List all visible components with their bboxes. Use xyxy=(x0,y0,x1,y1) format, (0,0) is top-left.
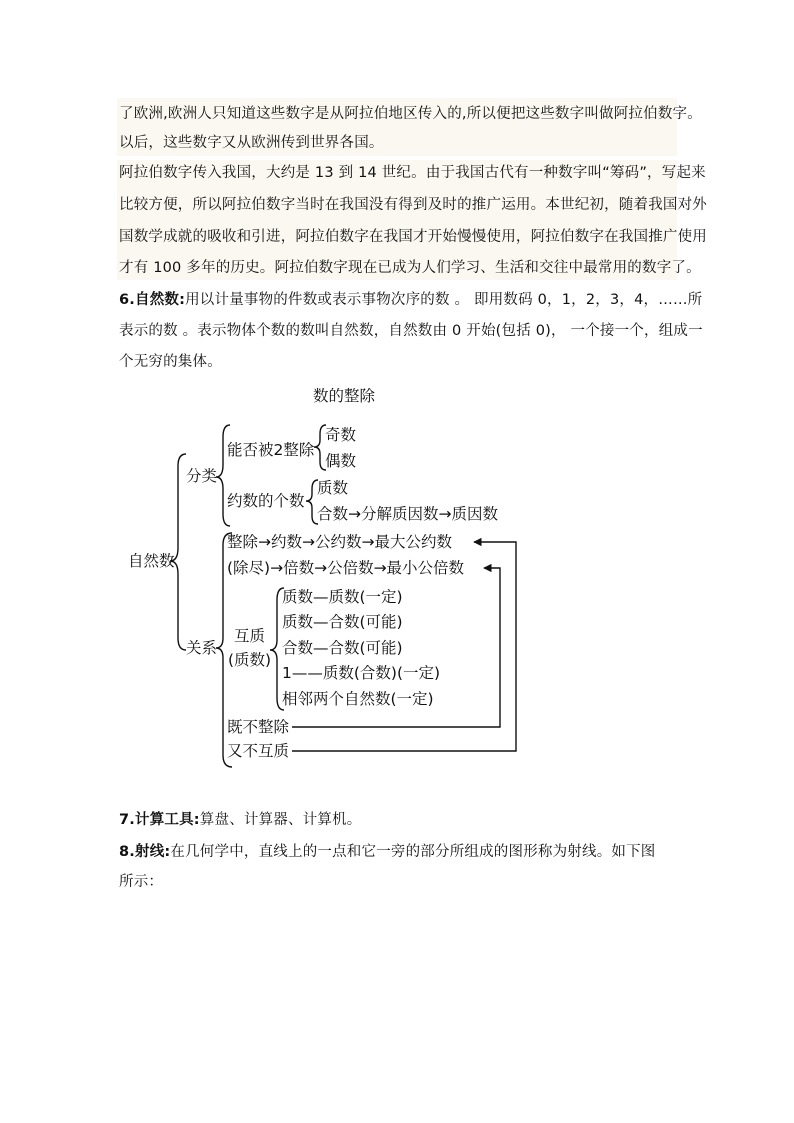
coprime-case: 质数—合数(可能) xyxy=(282,613,403,631)
prime-number: 质数 xyxy=(317,479,349,497)
factor-count-label: 约数的个数 xyxy=(227,492,305,510)
divisibility-chain: 整除→约数→公约数→最大公约数 xyxy=(227,533,452,551)
section8-text: 在几何学中，直线上的一点和它一旁的部分所组成的图形称为射线。如下图 xyxy=(170,844,656,860)
section7-line xyxy=(119,810,362,830)
section6-text: 用以计量事物的件数或表示事物次序的数 。 即用数码 0，1，2，3，4，……所 xyxy=(185,292,703,308)
coprime-case: 质数—质数(一定) xyxy=(282,588,403,606)
paragraph-line: 个无穷的集体。 xyxy=(119,354,222,370)
section7-text: 算盘、计算器、计算机。 xyxy=(199,812,362,828)
coprime-case: 相邻两个自然数(一定) xyxy=(282,690,434,708)
paragraph-line: 才有 100 多年的历史。阿拉伯数字现在已成为人们学习、生活和交往中最常用的数字了。 xyxy=(119,260,701,276)
section8-heading: 8.射线: xyxy=(119,844,171,860)
paragraph-line: 国数学成就的吸收和引进，阿拉伯数字在我国才开始慢慢使用，阿拉伯数字在我国推广使用 xyxy=(119,229,707,245)
coprime-case: 合数—合数(可能) xyxy=(282,639,403,657)
not-coprime-label: 又不互质 xyxy=(227,742,290,760)
root-natural-number: 自然数 xyxy=(128,552,175,570)
section8-line1 xyxy=(119,842,656,862)
coprime-case: 1——质数(合数)(一定) xyxy=(282,664,441,682)
section7-heading: 7.计算工具: xyxy=(119,812,200,828)
section6-heading: 6.自然数: xyxy=(119,292,186,308)
multiple-chain: (除尽)→倍数→公倍数→最小公倍数 xyxy=(227,559,465,577)
even-number: 偶数 xyxy=(325,452,357,470)
divisible-by-2-label: 能否被2整除 xyxy=(227,441,315,459)
diagram-title: 数的整除 xyxy=(313,387,376,405)
paragraph-line: 比较方便，所以阿拉伯数字当时在我国没有得到及时的推广运用。本世纪初，随着我国对外 xyxy=(119,197,707,213)
paragraph-line: 阿拉伯数字传入我国，大约是 13 到 14 世纪。由于我国古代有一种数字叫“筹码”，写起来 xyxy=(119,165,706,181)
odd-number: 奇数 xyxy=(325,426,357,444)
coprime-sublabel: (质数) xyxy=(228,651,272,669)
relation-label: 关系 xyxy=(186,639,218,657)
paragraph-line: 以后，这些数字又从欧洲传到世界各国。 xyxy=(119,135,384,151)
paragraph-line: 表示的数 。表示物体个数的数叫自然数，自然数由 0 开始(包括 0)， 一个接一个，组成一 xyxy=(119,323,703,339)
paragraph-line: 了欧洲,欧洲人只知道这些数字是从阿拉伯地区传入的,所以便把这些数字叫做阿拉伯数字。 xyxy=(119,106,702,122)
not-divisible-label: 既不整除 xyxy=(227,718,290,736)
paragraph-line: 所示： xyxy=(119,874,164,890)
coprime-label: 互质 xyxy=(234,627,266,645)
classify-label: 分类 xyxy=(186,467,218,485)
composite-chain: 合数→分解质因数→质因数 xyxy=(317,505,498,523)
